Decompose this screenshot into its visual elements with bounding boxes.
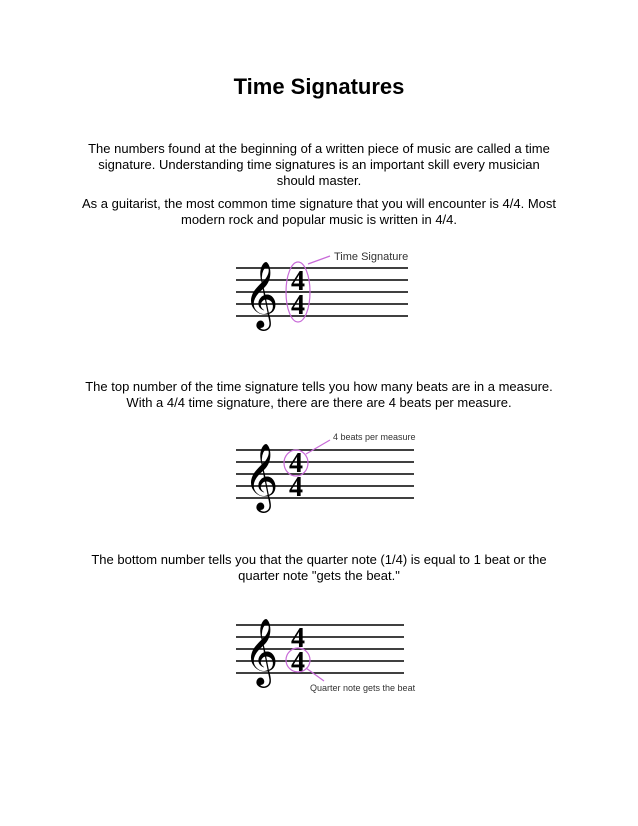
bottom-number-paragraph: The bottom number tells you that the quarter note (1/4) is equal to 1 beat or the quarter note "gets the beat."	[91, 552, 547, 583]
staff-figure-beats	[230, 430, 420, 520]
callout-label: 4 beats per measure	[333, 432, 416, 442]
time-signature-top: 4	[289, 448, 303, 479]
time-signature-bottom: 4	[291, 290, 305, 321]
treble-clef-icon: 𝄞	[244, 617, 279, 685]
callout-label: Time Signature	[334, 251, 409, 263]
top-number-paragraph: The top number of the time signature tells you how many beats are in a measure. With a 4/4 time signature, there are there are 4 beats per measure.	[85, 379, 553, 410]
callout-line	[306, 440, 330, 454]
page-title: Time Signatures	[233, 74, 405, 99]
callout-label: Quarter note gets the beat	[310, 683, 416, 693]
staff-figure-quarter-note	[230, 605, 416, 700]
treble-clef-icon: 𝄞	[244, 260, 279, 328]
intro-paragraph: The numbers found at the beginning of a written piece of music are called a time signature. Understanding time signatures is an important skill every musician should master.	[88, 141, 550, 188]
guitarist-paragraph: As a guitarist, the most common time signature that you will encounter is 4/4. Most modern rock and popular music is written in 4/4.	[82, 196, 556, 227]
time-signature-bottom: 4	[289, 472, 303, 503]
staff-figure-time-signature	[230, 248, 410, 338]
treble-clef-icon: 𝄞	[244, 442, 279, 510]
time-signature-top: 4	[291, 266, 305, 297]
callout-line	[308, 256, 330, 264]
time-signature-top: 4	[291, 623, 305, 654]
callout-line	[306, 668, 324, 681]
time-signature-bottom: 4	[291, 647, 305, 678]
